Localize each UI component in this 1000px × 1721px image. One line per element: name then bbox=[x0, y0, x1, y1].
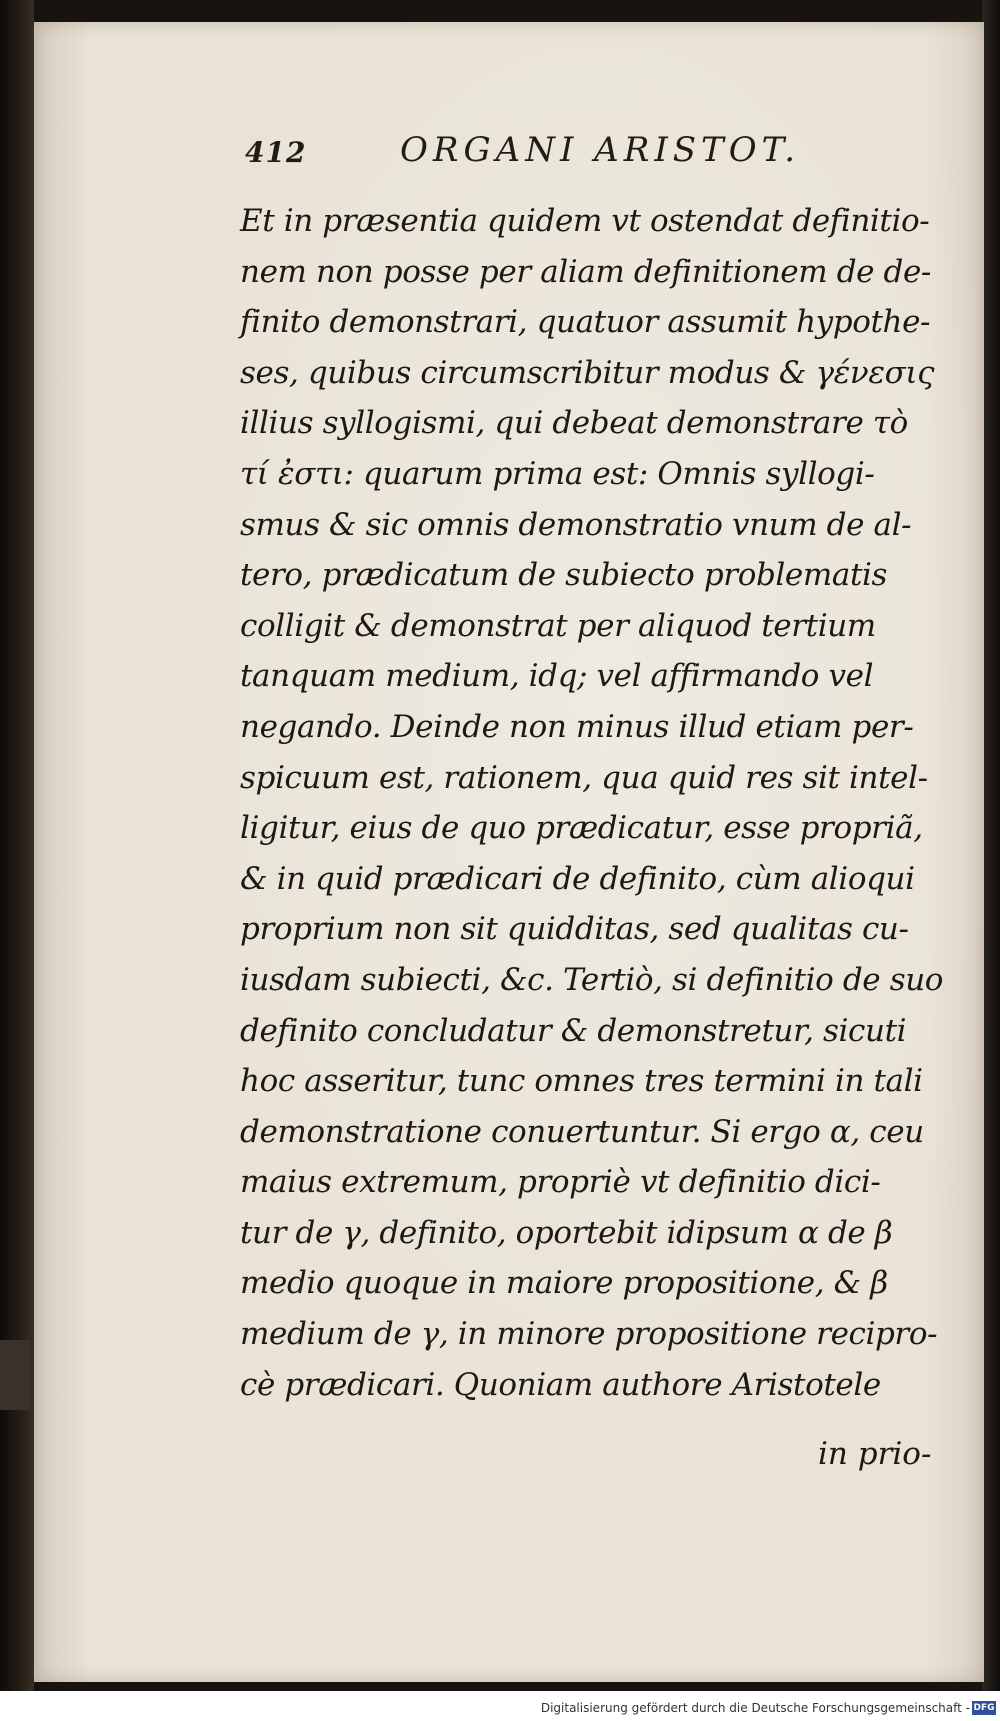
digitization-footer bbox=[0, 1691, 1000, 1721]
text-line: ses, quibus circumscribitur modus & γένεσις bbox=[240, 354, 935, 391]
text-line: hoc asseritur, tunc omnes tres termini in tali bbox=[240, 1063, 923, 1100]
text-line: proprium non sit quidditas, sed qualitas cu- bbox=[240, 911, 909, 948]
page-tab-marker bbox=[0, 1340, 30, 1410]
page-number: 412 bbox=[245, 136, 307, 169]
page-header bbox=[245, 130, 905, 180]
text-line: negando. Deinde non minus illud etiam per- bbox=[240, 708, 914, 745]
book-spine-edge bbox=[0, 0, 34, 1721]
text-line: definito concludatur & demonstretur, sicuti bbox=[240, 1012, 907, 1049]
text-line: tanquam medium, idq; vel affirmando vel bbox=[240, 658, 874, 695]
text-line: tur de γ, definito, oportebit idipsum α de β bbox=[240, 1214, 893, 1251]
text-line: maius extremum, propriè vt definitio dici- bbox=[240, 1164, 881, 1201]
text-line: iusdam subiecti, &c. Tertiò, si definitio de suo bbox=[240, 961, 944, 998]
text-line: tero, prædicatum de subiecto problematis bbox=[240, 557, 888, 594]
text-line: demonstratione conuertuntur. Si ergo α, ceu bbox=[240, 1113, 924, 1150]
dfg-logo: DFG bbox=[973, 1703, 995, 1713]
text-line: nem non posse per aliam definitionem de de- bbox=[240, 253, 932, 290]
text-line: medium de γ, in minore propositione recipro- bbox=[240, 1316, 938, 1353]
book-fore-edge bbox=[982, 0, 1000, 1721]
funding-credit: Digitalisierung gefördert durch die Deutsche Forschungsgemeinschaft - bbox=[540, 1701, 970, 1715]
running-title: ORGANI ARISTOT. bbox=[400, 130, 801, 170]
body-text bbox=[240, 196, 958, 1410]
text-line: illius syllogismi, qui debeat demonstrare τὸ bbox=[240, 405, 908, 442]
text-line: τί ἐστι: quarum prima est: Omnis syllogi- bbox=[240, 455, 875, 492]
catchword: in prio- bbox=[818, 1436, 932, 1472]
text-line: colligit & demonstrat per aliquod tertium bbox=[240, 607, 876, 644]
text-line: ligitur, eius de quo prædicatur, esse propriã, bbox=[240, 810, 923, 847]
text-line: finito demonstrari, quatuor assumit hypothe- bbox=[240, 304, 931, 341]
text-line: spicuum est, rationem, qua quid res sit intel- bbox=[240, 759, 928, 796]
text-line: smus & sic omnis demonstratio vnum de al- bbox=[240, 506, 912, 543]
text-line: & in quid prædicari de definito, cùm alioqui bbox=[240, 860, 915, 897]
text-line: Et in præsentia quidem vt ostendat definitio- bbox=[240, 203, 930, 239]
text-line: cè prædicari. Quoniam authore Aristotele bbox=[240, 1366, 881, 1403]
text-line: medio quoque in maiore propositione, & β bbox=[240, 1265, 888, 1302]
